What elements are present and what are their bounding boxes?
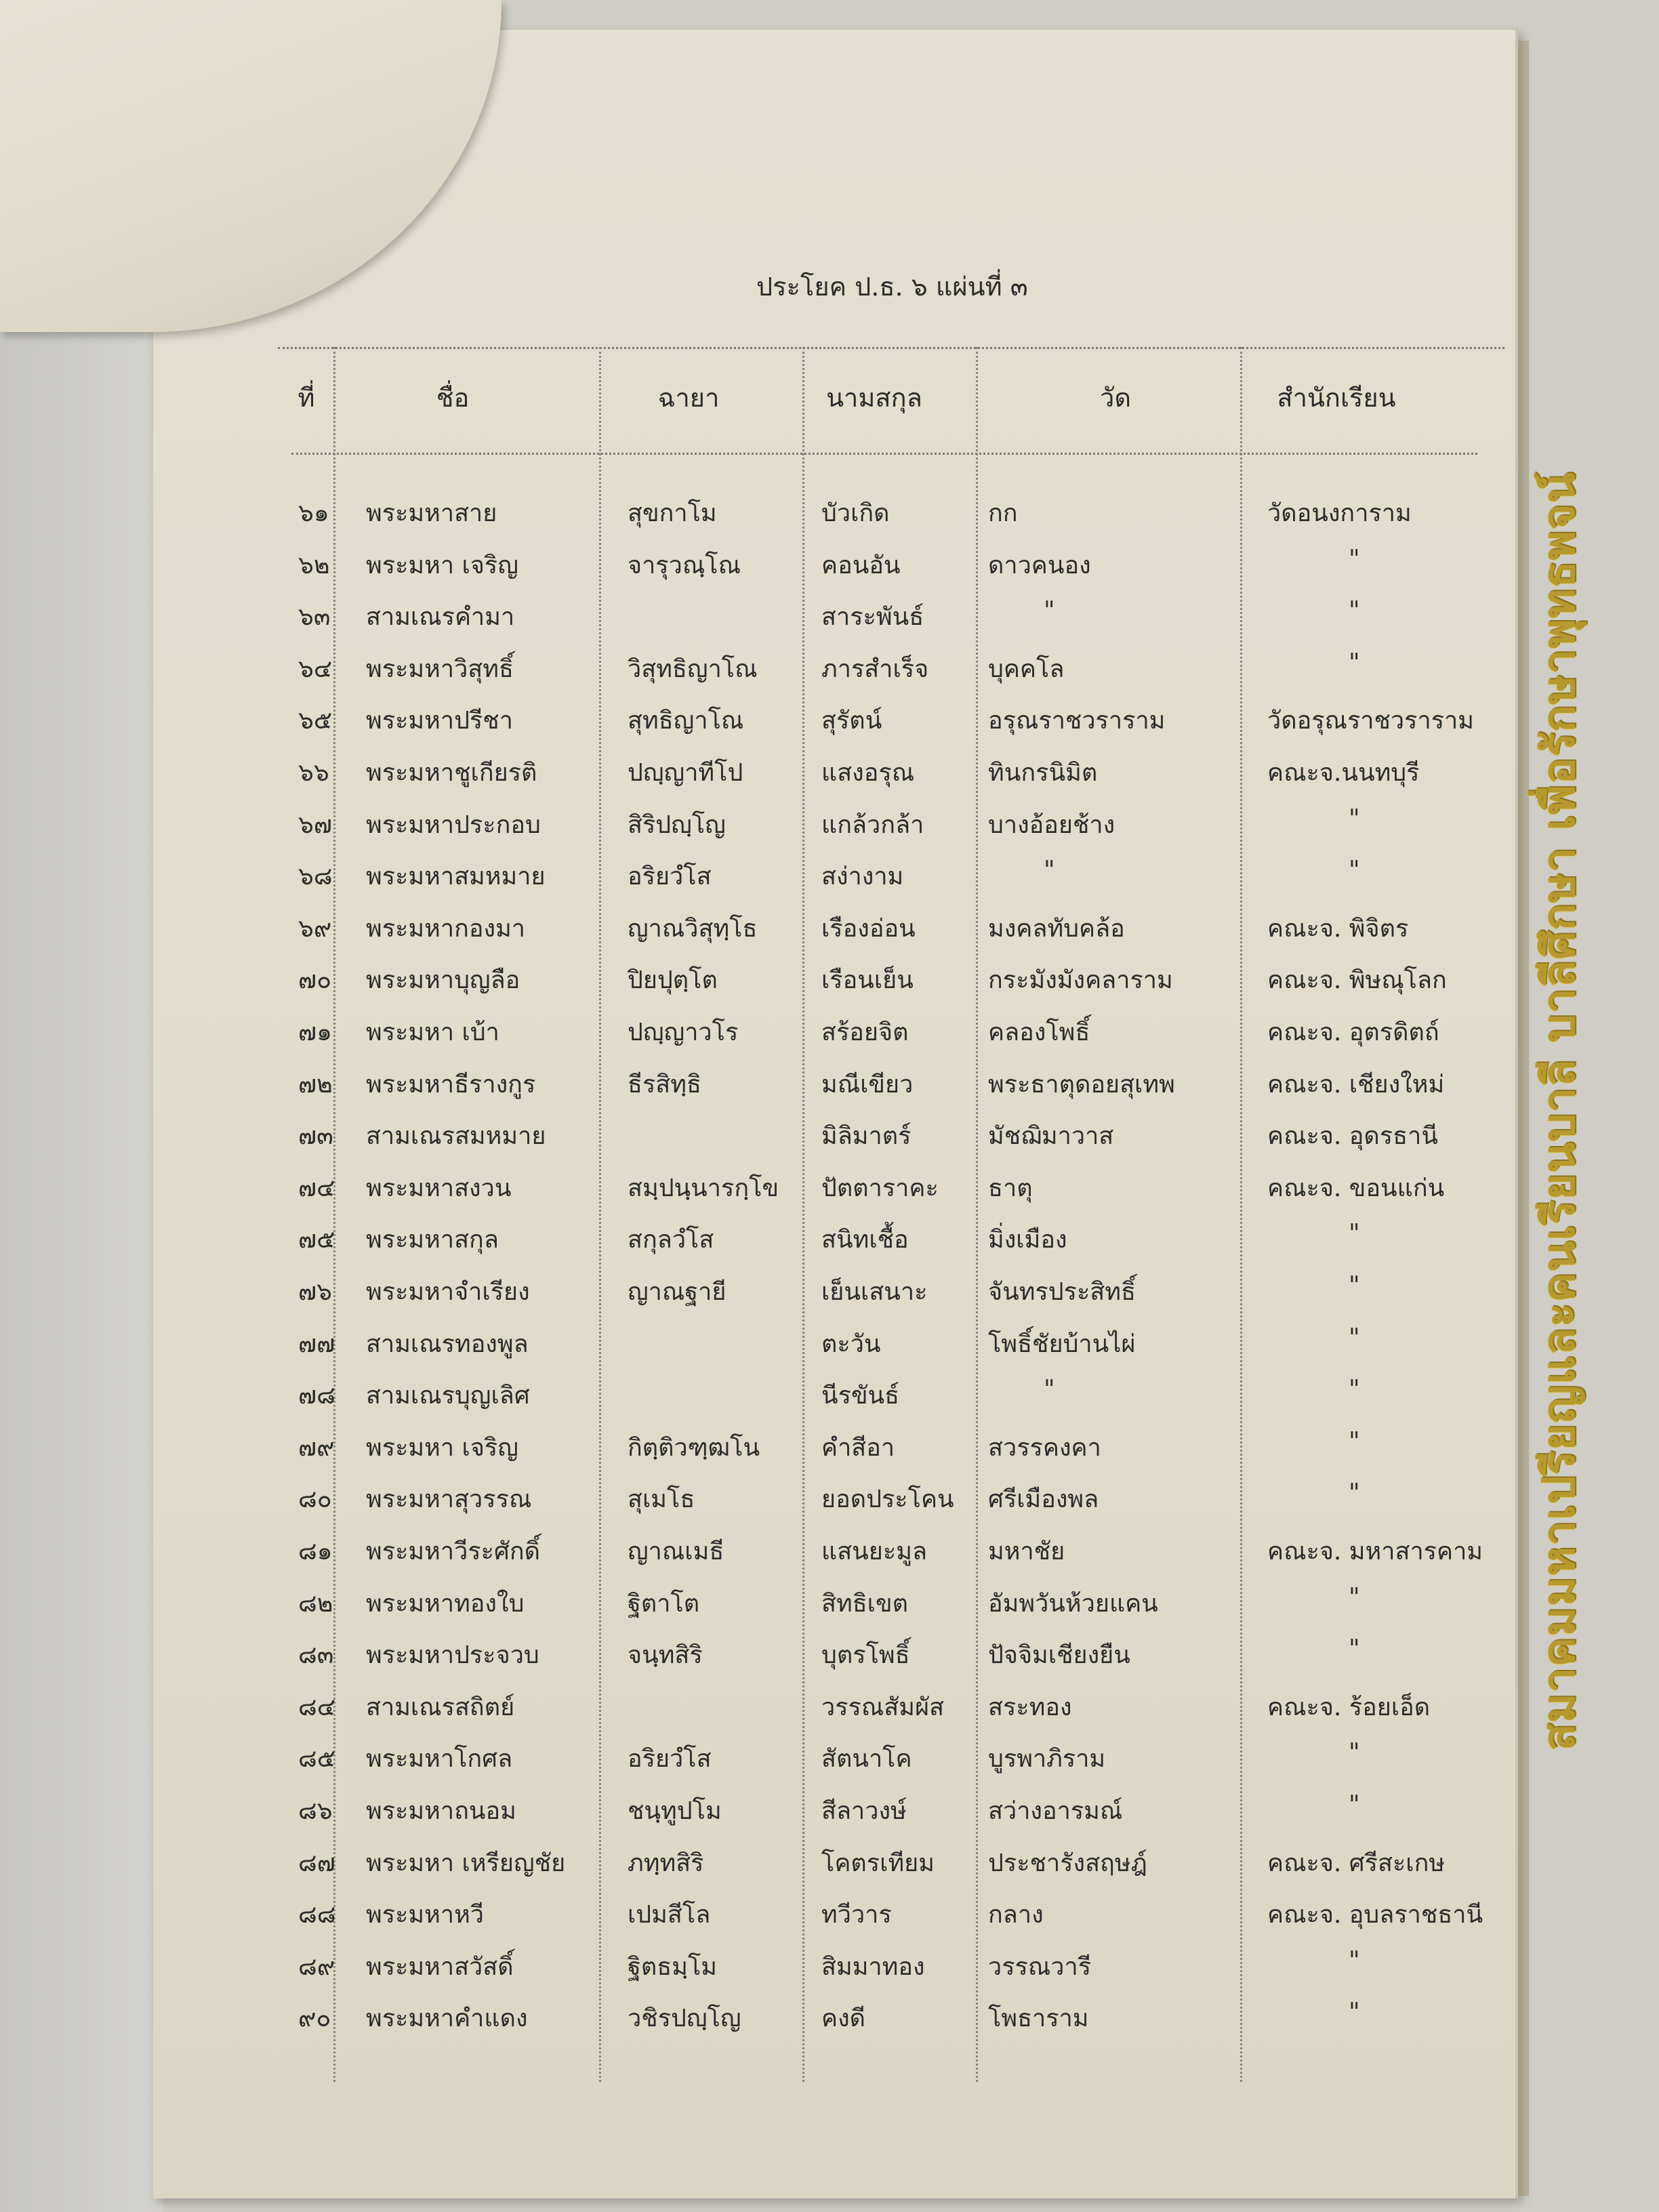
row-surname: เรืองอ่อน xyxy=(821,914,916,943)
table-row xyxy=(0,493,1659,546)
row-alias: สุทธิญาโณ xyxy=(628,707,744,735)
table-row xyxy=(0,1065,1659,1117)
row-wat: กก xyxy=(988,499,1018,527)
table-row xyxy=(0,1584,1659,1636)
row-school: คณะจ. ขอนแก่น xyxy=(1267,1174,1445,1202)
row-wat: มงคลทับคล้อ xyxy=(988,914,1125,943)
row-number: ๗๘ xyxy=(298,1382,335,1410)
row-alias: เปมสีโล xyxy=(628,1901,711,1929)
row-name: สามเณรบุญเลิศ xyxy=(366,1382,530,1410)
row-number: ๙๐ xyxy=(298,2005,331,2033)
table-row xyxy=(0,1895,1659,1947)
row-number: ๖๒ xyxy=(298,551,330,579)
row-wat: สว่างอารมณ์ xyxy=(988,1797,1123,1825)
table-row xyxy=(0,1376,1659,1428)
row-surname: สีลาวงษ์ xyxy=(821,1797,907,1825)
row-alias: ปญฺญาวโร xyxy=(628,1019,739,1046)
row-alias: ฐิตาโต xyxy=(628,1589,700,1618)
table-row xyxy=(0,1947,1659,1999)
row-alias: ปญฺญาทีโป xyxy=(628,759,743,787)
row-surname: เรือนเย็น xyxy=(821,966,914,995)
row-alias: สุขกาโม xyxy=(628,499,717,527)
row-alias: ชนฺทูปโม xyxy=(628,1797,722,1825)
table-row xyxy=(0,1843,1659,1896)
row-surname: สาระพันธ์ xyxy=(821,603,924,632)
row-name: พระมหาโกศล xyxy=(366,1745,513,1774)
header-wat: วัด xyxy=(1099,383,1132,413)
row-name: พระมหาบุญลือ xyxy=(366,966,520,995)
row-number: ๗๔ xyxy=(298,1174,335,1202)
row-surname: สนิทเชื้อ xyxy=(821,1226,909,1254)
table-row xyxy=(0,1687,1659,1740)
table-row xyxy=(0,1012,1659,1065)
row-name: พระมหาวีระศักดิ์ xyxy=(366,1538,540,1565)
row-name: พระมหาประกอบ xyxy=(366,811,541,839)
row-number: ๘๖ xyxy=(298,1797,333,1825)
row-surname: ปัตตาราคะ xyxy=(821,1174,939,1202)
row-alias: ญาณฐายี xyxy=(628,1278,726,1306)
row-school: " xyxy=(1349,1946,1360,1975)
row-surname: สัตนาโค xyxy=(821,1745,912,1774)
row-school: คณะจ. อุดรธานี xyxy=(1267,1122,1438,1151)
row-school: " xyxy=(1349,804,1360,833)
row-alias: จนฺทสิริ xyxy=(628,1641,703,1670)
row-number: ๖๗ xyxy=(298,811,332,839)
row-number: ๘๕ xyxy=(298,1745,336,1774)
row-number: ๘๗ xyxy=(298,1849,335,1877)
row-wat: โพธิ์ชัยบ้านไผ่ xyxy=(988,1330,1136,1358)
table-row xyxy=(0,1324,1659,1376)
row-number: ๗๒ xyxy=(298,1070,333,1099)
table-row xyxy=(0,1479,1659,1532)
table-row xyxy=(0,1116,1659,1168)
row-alias: วชิรปญฺโญ xyxy=(628,2005,741,2033)
row-name: พระมหา เหรียญชัย xyxy=(366,1849,566,1877)
table-row xyxy=(0,546,1659,598)
header-name: ชื่อ xyxy=(436,383,470,413)
row-number: ๖๕ xyxy=(298,707,333,735)
row-wat: สระทอง xyxy=(988,1693,1072,1721)
row-wat: ปัจจิมเชียงยืน xyxy=(988,1641,1130,1670)
row-wat: " xyxy=(1044,597,1055,626)
row-surname: มณีเขียว xyxy=(821,1070,914,1099)
table-row xyxy=(0,701,1659,753)
row-number: ๗๐ xyxy=(298,966,332,995)
row-number: ๘๘ xyxy=(298,1901,336,1929)
row-number: ๗๗ xyxy=(298,1330,335,1358)
row-school: คณะจ. อุตรดิตถ์ xyxy=(1267,1019,1439,1046)
row-school: " xyxy=(1349,1376,1360,1404)
table-row xyxy=(0,1428,1659,1480)
row-wat: วรรณวารี xyxy=(988,1952,1092,1981)
row-wat: อรุณราชวราราม xyxy=(988,707,1166,735)
row-school: คณะจ. ศรีสะเกษ xyxy=(1267,1849,1446,1877)
row-name: พระมหาคำแดง xyxy=(366,2005,528,2033)
row-number: ๘๙ xyxy=(298,1952,335,1981)
row-name: พระมหาสุวรรณ xyxy=(366,1486,532,1514)
row-surname: นีรขันธ์ xyxy=(821,1382,900,1410)
row-name: พระมหาธีรางกูร xyxy=(366,1070,536,1099)
row-number: ๘๒ xyxy=(298,1589,333,1618)
row-surname: บุตรโพธิ์ xyxy=(821,1641,910,1670)
row-alias: สมฺปนฺนารกฺโข xyxy=(628,1174,779,1202)
table-row xyxy=(0,649,1659,701)
row-school: วัดอรุณราชวราราม xyxy=(1267,707,1474,735)
row-alias: ปิยปุตฺโต xyxy=(628,966,718,995)
row-school: " xyxy=(1349,1324,1360,1352)
row-name: พระมหาวิสุทธิ์ xyxy=(366,655,514,683)
row-wat: บูรพาภิราม xyxy=(988,1745,1106,1774)
row-name: พระมหา เบ้า xyxy=(366,1019,499,1046)
row-name: พระมหาปรีชา xyxy=(366,707,513,735)
row-alias: สิริปญฺโญ xyxy=(628,811,726,839)
row-wat: มหาชัย xyxy=(988,1538,1065,1565)
row-number: ๖๔ xyxy=(298,655,333,683)
row-number: ๗๑ xyxy=(298,1019,332,1046)
table-row xyxy=(0,1791,1659,1843)
row-school: คณะจ. พิจิตร xyxy=(1267,914,1409,943)
table-top-rule xyxy=(278,347,1504,349)
row-wat: จันทรประสิทธิ์ xyxy=(988,1278,1136,1306)
row-surname: สง่างาม xyxy=(821,863,904,891)
header-school: สำนักเรียน xyxy=(1277,383,1396,413)
table-header-rule xyxy=(291,453,1477,455)
row-school: คณะจ. พิษณุโลก xyxy=(1267,966,1447,995)
row-surname: ภารสำเร็จ xyxy=(821,655,929,683)
row-surname: วรรณสัมผัส xyxy=(821,1693,945,1721)
row-name: สามเณรสถิตย์ xyxy=(366,1693,515,1721)
row-number: ๖๙ xyxy=(298,914,332,943)
table-row xyxy=(0,1168,1659,1221)
row-number: ๖๓ xyxy=(298,603,331,632)
row-surname: สุรัตน์ xyxy=(821,707,882,735)
row-alias: วิสุทธิญาโณ xyxy=(628,655,758,683)
row-name: พระมหาประจวบ xyxy=(366,1641,539,1670)
row-school: " xyxy=(1349,1272,1360,1300)
row-name: สามเณรทองพูล xyxy=(366,1330,529,1358)
row-school: " xyxy=(1349,1427,1360,1456)
row-school: " xyxy=(1349,545,1360,573)
row-school: " xyxy=(1349,1791,1360,1819)
row-alias: ฐิตธมฺโม xyxy=(628,1952,718,1981)
row-name: พระมหาสวัสดิ์ xyxy=(366,1952,514,1981)
row-wat: พระธาตุดอยสุเทพ xyxy=(988,1070,1175,1099)
row-surname: คอนอัน xyxy=(821,551,901,579)
row-surname: แสงอรุณ xyxy=(821,759,915,787)
row-alias: ธีรสิทฺธิ xyxy=(628,1070,701,1099)
row-school: คณะจ. มหาสารคาม xyxy=(1267,1538,1483,1565)
row-alias: สกุลวํโส xyxy=(628,1226,714,1254)
row-name: สามเณรสมหมาย xyxy=(366,1122,546,1151)
row-name: พระมหาชูเกียรติ xyxy=(366,759,537,787)
row-number: ๖๑ xyxy=(298,499,329,527)
row-number: ๗๓ xyxy=(298,1122,333,1151)
table-row xyxy=(0,805,1659,857)
row-school: " xyxy=(1349,1583,1360,1612)
row-school: " xyxy=(1349,857,1360,885)
row-wat: ศรีเมืองพล xyxy=(988,1486,1099,1514)
row-alias: ญาณเมธี xyxy=(628,1538,724,1565)
header-surname: นามสกุล xyxy=(826,383,922,413)
row-wat: บางอ้อยช้าง xyxy=(988,811,1115,839)
row-surname: เย็นเสนาะ xyxy=(821,1278,928,1306)
row-number: ๖๘ xyxy=(298,863,333,891)
row-number: ๘๐ xyxy=(298,1486,332,1514)
row-surname: แสนยะมูล xyxy=(821,1538,928,1565)
row-wat: โพธาราม xyxy=(988,2005,1089,2033)
table-row xyxy=(0,753,1659,805)
table-row xyxy=(0,1220,1659,1272)
row-surname: คงดี xyxy=(821,2005,866,2033)
document-title: ประโยค ป.ธ. ๖ แผ่นที่ ๓ xyxy=(756,272,1028,302)
row-surname: แกล้วกล้า xyxy=(821,811,924,839)
row-number: ๘๓ xyxy=(298,1641,334,1670)
row-surname: สร้อยจิต xyxy=(821,1019,909,1046)
row-wat: ประชารังสฤษฎ์ xyxy=(988,1849,1147,1877)
row-wat: บุคคโล xyxy=(988,655,1065,683)
table-row xyxy=(0,1739,1659,1791)
row-name: พระมหาถนอม xyxy=(366,1797,516,1825)
row-school: " xyxy=(1349,649,1360,677)
row-number: ๘๔ xyxy=(298,1693,336,1721)
row-number: ๖๖ xyxy=(298,759,329,787)
row-alias: ภทฺทสิริ xyxy=(628,1849,704,1877)
row-wat: กระมังมังคลาราม xyxy=(988,966,1173,995)
row-name: พระมหาสงวน xyxy=(366,1174,512,1202)
row-school: " xyxy=(1349,597,1360,626)
row-surname: ยอดประโคน xyxy=(821,1486,954,1514)
row-surname: บัวเกิด xyxy=(821,499,890,527)
table-row xyxy=(0,909,1659,961)
row-school: คณะจ. ร้อยเอ็ด xyxy=(1267,1693,1431,1721)
row-surname: ตะวัน xyxy=(821,1330,881,1358)
row-wat: ดาวคนอง xyxy=(988,551,1091,579)
table-row xyxy=(0,857,1659,909)
row-name: พระมหาหวี xyxy=(366,1901,485,1929)
row-school: วัดอนงการาม xyxy=(1267,499,1412,527)
row-wat: ธาตุ xyxy=(988,1174,1033,1202)
row-wat: " xyxy=(1044,1376,1055,1404)
row-alias: จารุวณฺโณ xyxy=(628,551,741,579)
row-alias: อริยวํโส xyxy=(628,863,712,891)
row-name: พระมหากองมา xyxy=(366,914,526,943)
header-alias: ฉายา xyxy=(657,383,720,413)
row-number: ๗๕ xyxy=(298,1226,335,1254)
row-name: พระมหา เจริญ xyxy=(366,1433,518,1462)
row-surname: ทวีวาร xyxy=(821,1901,892,1929)
row-wat: มิ่งเมือง xyxy=(988,1226,1067,1254)
row-school: " xyxy=(1349,1999,1360,2027)
row-wat: " xyxy=(1044,857,1055,885)
row-wat: อัมพวันห้วยแคน xyxy=(988,1589,1158,1618)
row-school: " xyxy=(1349,1739,1360,1767)
row-name: พระมหา เจริญ xyxy=(366,551,518,579)
row-name: พระมหาสกุล xyxy=(366,1226,499,1254)
row-surname: โคตรเทียม xyxy=(821,1849,935,1877)
table-row xyxy=(0,597,1659,649)
table-row xyxy=(0,1999,1659,2051)
row-name: สามเณรคำมา xyxy=(366,603,515,632)
row-surname: สิทธิเขต xyxy=(821,1589,908,1618)
row-wat: ทินกรนิมิต xyxy=(988,759,1098,787)
row-wat: มัชฌิมาวาส xyxy=(988,1122,1114,1151)
row-number: ๘๑ xyxy=(298,1538,333,1565)
row-surname: คำสีอา xyxy=(821,1433,895,1462)
row-surname: สิมมาทอง xyxy=(821,1952,925,1981)
table-row xyxy=(0,1532,1659,1584)
row-wat: สวรรคงคา xyxy=(988,1433,1101,1462)
row-alias: อริยวํโส xyxy=(628,1745,712,1774)
table-row xyxy=(0,1272,1659,1324)
row-school: " xyxy=(1349,1479,1360,1508)
table-row xyxy=(0,1635,1659,1687)
row-name: พระมหาทองใบ xyxy=(366,1589,525,1618)
row-school: คณะจ. เชียงใหม่ xyxy=(1267,1070,1445,1099)
table-row xyxy=(0,960,1659,1012)
row-number: ๗๙ xyxy=(298,1433,335,1462)
row-surname: มิลิมาตร์ xyxy=(821,1122,912,1151)
header-no: ที่ xyxy=(298,383,315,413)
row-number: ๗๖ xyxy=(298,1278,332,1306)
row-name: พระมหาจำเรียง xyxy=(366,1278,530,1306)
row-alias: ญาณวิสุทฺโธ xyxy=(628,914,758,943)
row-school: คณะจ.นนทบุรี xyxy=(1267,759,1420,787)
row-alias: กิตฺติวฑฺฒโน xyxy=(628,1433,760,1462)
watermark-text: สมาคมมหาเปรียญและคนเรียนบาลี บาลีศึกษา เพื่อรักษาพุทธพจน์ xyxy=(1532,472,1585,1751)
row-school: " xyxy=(1349,1635,1360,1664)
row-wat: กลาง xyxy=(988,1901,1044,1929)
row-name: พระมหาสมหมาย xyxy=(366,863,546,891)
row-alias: สุเมโธ xyxy=(628,1486,695,1514)
row-school: " xyxy=(1349,1220,1360,1248)
row-wat: คลองโพธิ์ xyxy=(988,1019,1090,1046)
row-school: คณะจ. อุบลราชธานี xyxy=(1267,1901,1483,1929)
row-name: พระมหาสาย xyxy=(366,499,497,527)
